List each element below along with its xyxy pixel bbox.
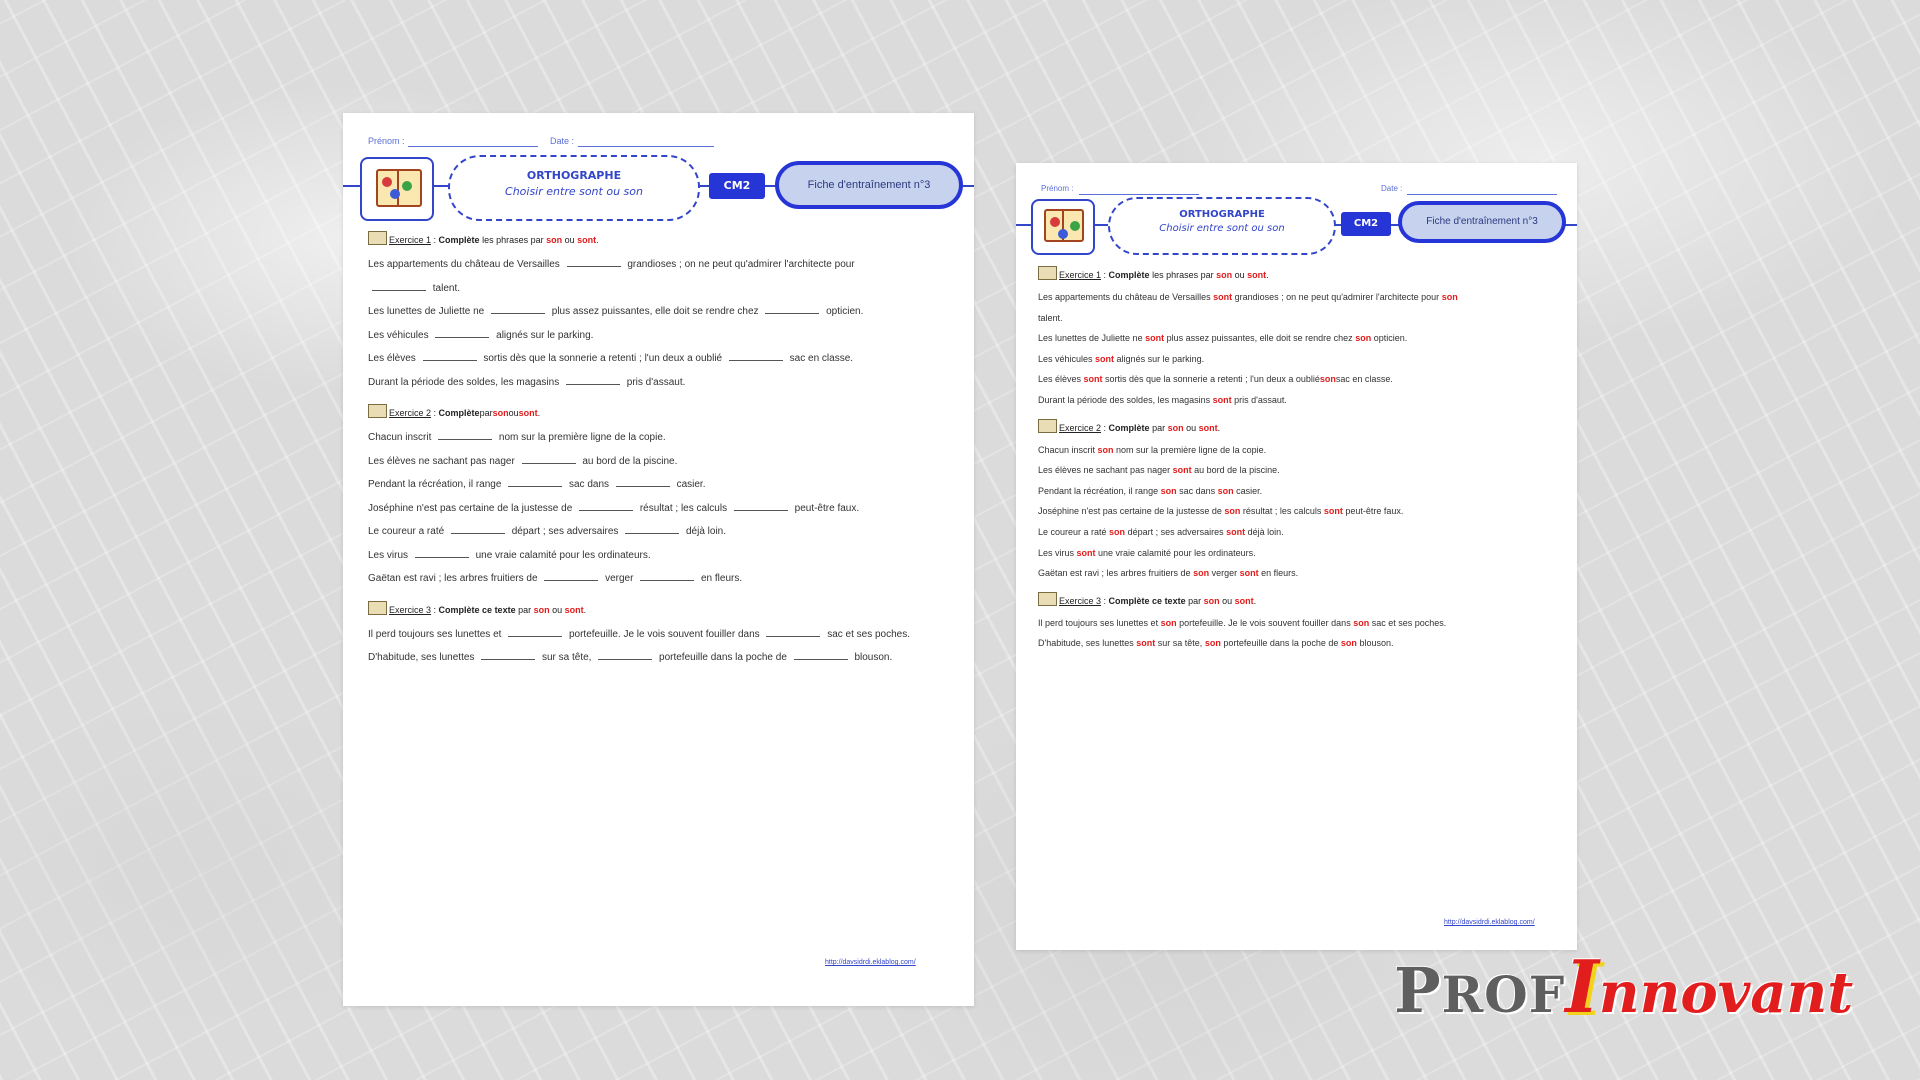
instruction-part: Complète: [438, 235, 480, 245]
line-text: grandioses ; on ne peut qu'admirer l'architecte pour: [1232, 292, 1442, 302]
exercise-line: [1038, 308, 1557, 329]
line-text: Chacun inscrit: [1038, 444, 1098, 455]
answer-blank[interactable]: [491, 307, 545, 314]
exercise-line: [1038, 369, 1557, 390]
line-text: déjà loin.: [1245, 526, 1284, 537]
exercise-line: [368, 544, 949, 568]
line-text: Les élèves: [1038, 374, 1084, 385]
line-text: Les élèves ne sachant pas nager: [1038, 465, 1173, 476]
level-badge: CM2: [709, 173, 765, 199]
line-text: nom sur la première ligne de la copie.: [496, 432, 666, 443]
line-text: Il perd toujours ses lunettes et: [368, 628, 505, 640]
answer-word: sont: [1212, 394, 1232, 405]
exercise-title: [1038, 419, 1557, 440]
line-text: Les élèves ne sachant pas nager: [368, 455, 518, 467]
exercise-icon: [368, 231, 387, 245]
line-text: Les véhicules: [1038, 353, 1096, 364]
subject-subtitle: Choisir entre sont ou son: [505, 185, 643, 198]
answer-blank[interactable]: [729, 354, 783, 361]
answer-blank[interactable]: [567, 260, 621, 267]
exercise-title: [368, 231, 949, 253]
answer-blank[interactable]: [616, 480, 670, 487]
answer-word: sont: [1095, 353, 1115, 364]
line-text: portefeuille. Je le vois souvent fouiller dans: [566, 628, 763, 640]
line-text: plus assez puissantes, elle doit se rendre chez: [548, 306, 762, 317]
identity-line: [368, 136, 949, 150]
line-text: une vraie calamité pour les ordinateurs.: [1095, 547, 1256, 558]
answer-blank[interactable]: [579, 504, 633, 511]
line-text: Les véhicules: [368, 329, 432, 341]
exercise-icon: [1038, 419, 1057, 433]
exercise-title: [368, 601, 949, 623]
instruction-part: sont: [1198, 422, 1218, 433]
answer-blank[interactable]: [508, 630, 562, 637]
instruction-part: ou: [549, 604, 565, 615]
answer-blank[interactable]: [451, 527, 505, 534]
line-text: sac dans: [566, 479, 612, 490]
worksheet-banner: [1016, 197, 1577, 255]
line-text: portefeuille. Je le vois souvent fouiller dans: [1176, 617, 1354, 628]
line-text: Pendant la récréation, il range: [1038, 485, 1161, 496]
instruction-part: par: [1185, 595, 1204, 606]
date-label: Date :: [550, 136, 575, 146]
line-text: sur sa tête,: [1155, 638, 1205, 649]
answer-word: son: [1319, 374, 1336, 385]
answer-blank[interactable]: [734, 504, 788, 511]
line-text: résultat ; les calculs: [1240, 506, 1324, 517]
answer-blank[interactable]: [508, 480, 562, 487]
instruction-part: Complète: [438, 408, 480, 418]
fiche-pill: Fiche d'entraînement n°3: [1398, 201, 1566, 243]
instruction-part: son: [533, 604, 550, 615]
line-text: plus assez puissantes, elle doit se rendre chez: [1164, 333, 1356, 344]
exercise-line: [368, 371, 949, 395]
instruction-part: .: [537, 408, 541, 418]
instruction-part: .: [1253, 595, 1257, 606]
exercise-sep: :: [1101, 422, 1109, 433]
answer-blank[interactable]: [766, 630, 820, 637]
line-text: en fleurs.: [698, 573, 743, 584]
exercise-line: [368, 277, 949, 301]
line-text: talent.: [1038, 312, 1063, 323]
instruction-part: Complète: [1108, 422, 1150, 433]
answer-blank[interactable]: [765, 307, 819, 314]
answer-word: son: [1217, 485, 1234, 496]
instruction-part: ou: [508, 408, 519, 418]
date-label: Date :: [1381, 184, 1403, 193]
exercise-line: [368, 450, 949, 474]
line-text: peut-être faux.: [1342, 506, 1404, 517]
exercise-label: Exercice 3: [1059, 595, 1102, 606]
exercise-label: Exercice 3: [389, 604, 432, 615]
line-text: nom sur la première ligne de la copie.: [1113, 444, 1267, 455]
exercise-line: [368, 623, 949, 647]
line-text: Le coureur a raté: [368, 526, 447, 537]
answer-word: sont: [1145, 333, 1165, 344]
exercise-icon: [1038, 592, 1057, 606]
line-text: casier.: [673, 479, 706, 490]
line-text: Durant la période des soldes, les magasins: [368, 376, 562, 388]
line-text: alignés sur le parking.: [1114, 353, 1205, 364]
line-text: sac et ses poches.: [1369, 617, 1447, 628]
line-text: blouson.: [1356, 638, 1394, 649]
exercise-label: Exercice 2: [1059, 422, 1102, 433]
line-text: Gaëtan est ravi ; les arbres fruitiers de: [1038, 568, 1194, 579]
instruction-part: Complète: [1108, 270, 1150, 280]
answer-word: sont: [1076, 547, 1096, 558]
exercise-block: [368, 404, 949, 591]
answer-blank[interactable]: [372, 284, 426, 291]
logo-i: I: [1565, 944, 1599, 1029]
date-underline: [1407, 194, 1557, 195]
line-text: grandioses ; on ne peut qu'admirer l'architecte pour: [624, 259, 855, 270]
exercise-sep: :: [431, 235, 439, 245]
answer-word: son: [1441, 292, 1458, 302]
prenom-underline: [1079, 194, 1199, 195]
instruction-part: par: [479, 408, 493, 418]
line-text: Les virus: [368, 549, 411, 561]
answer-word: son: [1160, 617, 1177, 628]
exercise-line: [368, 646, 949, 670]
instruction-part: sont: [564, 604, 584, 615]
exercise-line: [1038, 522, 1557, 543]
answer-word: son: [1193, 568, 1210, 579]
prenom-label: Prénom :: [368, 136, 405, 146]
instruction-part: par: [1149, 422, 1168, 433]
profinnovant-logo: [1394, 944, 1854, 1029]
exercise-line: [1038, 349, 1557, 370]
exercise-sep: :: [1101, 595, 1109, 606]
instruction-part: .: [583, 604, 587, 615]
instruction-part: .: [596, 235, 599, 245]
logo-prof: PROF: [1394, 954, 1566, 1027]
answer-word: son: [1160, 485, 1177, 496]
instruction-part: sont: [1247, 270, 1267, 280]
answer-word: sont: [1239, 568, 1259, 579]
exercise-label: Exercice 2: [389, 408, 432, 418]
instruction-part: les phrases par: [1149, 270, 1217, 280]
answer-word: son: [1097, 444, 1114, 455]
exercise-block: [368, 231, 949, 394]
instruction-part: son: [1203, 595, 1220, 606]
book-icon: [360, 157, 434, 221]
instruction-part: son: [1167, 422, 1184, 433]
instruction-part: .: [1266, 270, 1269, 280]
line-text: blouson.: [851, 652, 893, 663]
line-text: au bord de la piscine.: [1191, 465, 1280, 476]
exercise-line: [1038, 633, 1557, 654]
answer-word: sont: [1136, 638, 1156, 649]
line-text: sur sa tête,: [539, 652, 595, 663]
answer-word: sont: [1323, 506, 1343, 517]
instruction-part: .: [1217, 422, 1221, 433]
subject-bubble: [1108, 197, 1336, 255]
answer-word: son: [1355, 333, 1372, 344]
instruction-part: ou: [1232, 270, 1248, 280]
instruction-part: son: [546, 235, 563, 245]
answer-word: sont: [1172, 465, 1192, 476]
exercises-blank: [368, 231, 949, 670]
instruction-part: ou: [1183, 422, 1199, 433]
answer-word: son: [1340, 638, 1357, 649]
instruction-part: Complète ce texte: [438, 604, 516, 615]
fiche-pill: Fiche d'entraînement n°3: [775, 161, 963, 209]
line-text: verger: [1209, 568, 1240, 579]
exercise-line: [368, 473, 949, 497]
book-icon: [1031, 199, 1095, 255]
exercise-title: [368, 404, 949, 426]
answer-word: son: [1224, 506, 1241, 517]
answer-word: son: [1109, 526, 1126, 537]
line-text: Gaëtan est ravi ; les arbres fruitiers de: [368, 573, 541, 584]
prenom-underline: [408, 146, 538, 147]
line-text: en fleurs.: [1258, 568, 1299, 579]
answer-blank[interactable]: [640, 574, 694, 581]
instruction-part: son: [1216, 270, 1233, 280]
exercise-line: [368, 347, 949, 371]
exercise-line: [1038, 460, 1557, 481]
exercise-line: [1038, 563, 1557, 584]
exercise-block: [368, 601, 949, 670]
subject-subtitle: Choisir entre sont ou son: [1159, 223, 1285, 234]
worksheet-corrected: [1016, 163, 1577, 950]
line-text: pris d'assaut.: [624, 376, 686, 388]
answer-blank[interactable]: [423, 354, 477, 361]
line-text: Les lunettes de Juliette ne: [1038, 333, 1146, 344]
line-text: Joséphine n'est pas certaine de la justesse de: [1038, 506, 1225, 517]
line-text: opticien.: [823, 306, 864, 317]
exercise-icon: [368, 404, 387, 418]
line-text: Joséphine n'est pas certaine de la justesse de: [368, 502, 576, 514]
line-text: Durant la période des soldes, les magasins: [1038, 394, 1213, 405]
exercise-line: [1038, 501, 1557, 522]
instruction-part: son: [492, 408, 509, 418]
line-text: Les lunettes de Juliette ne: [368, 306, 487, 317]
line-text: sortis dès que la sonnerie a retenti ; l'un deux a oublié: [480, 353, 725, 364]
line-text: sac en classe.: [1335, 374, 1393, 385]
line-text: opticien.: [1371, 333, 1408, 344]
answer-blank[interactable]: [625, 527, 679, 534]
line-text: Les appartements du château de Versailles: [368, 259, 563, 270]
line-text: Il perd toujours ses lunettes et: [1038, 617, 1161, 628]
logo-nnovant: nnovant: [1598, 960, 1854, 1026]
level-badge: CM2: [1341, 212, 1391, 236]
subject-title: ORTHOGRAPHE: [526, 169, 622, 182]
answer-blank[interactable]: [481, 653, 535, 660]
exercise-sep: :: [1101, 270, 1109, 280]
exercise-line: [368, 324, 949, 348]
line-text: alignés sur le parking.: [493, 329, 594, 341]
exercise-line: [368, 253, 949, 277]
worksheet-blank: [343, 113, 974, 1006]
line-text: sac dans: [1176, 485, 1218, 496]
line-text: déjà loin.: [683, 526, 727, 537]
line-text: talent.: [430, 282, 461, 294]
answer-word: son: [1204, 638, 1221, 649]
answer-blank[interactable]: [438, 433, 492, 440]
footer-link[interactable]: http://davsidrdi.eklablog.com/: [825, 959, 916, 966]
worksheet-banner: [343, 153, 974, 219]
answer-word: sont: [1213, 292, 1233, 302]
instruction-part: sont: [518, 408, 538, 418]
answer-blank[interactable]: [566, 378, 620, 385]
instruction-part: par: [515, 604, 534, 615]
prenom-label: Prénom :: [1041, 184, 1074, 193]
exercise-title: [1038, 592, 1557, 613]
exercise-sep: :: [431, 604, 439, 615]
answer-blank[interactable]: [522, 457, 576, 464]
line-text: peut-être faux.: [791, 502, 860, 514]
exercise-block: [1038, 592, 1557, 654]
exercise-label: Exercice 1: [1059, 270, 1102, 280]
exercise-line: [368, 567, 949, 591]
line-text: Le coureur a raté: [1038, 526, 1110, 537]
line-text: au bord de la piscine.: [579, 455, 678, 467]
exercise-line: [368, 426, 949, 450]
line-text: une vraie calamité pour les ordinateurs.: [472, 549, 651, 561]
exercise-line: [1038, 390, 1557, 411]
answer-word: sont: [1083, 374, 1103, 385]
answer-word: son: [1353, 617, 1370, 628]
identity-line: [1041, 184, 1552, 198]
line-text: sortis dès que la sonnerie a retenti ; l'un deux a oublié: [1102, 374, 1320, 385]
subject-bubble: [448, 155, 700, 221]
exercise-line: [1038, 328, 1557, 349]
line-text: Pendant la récréation, il range: [368, 479, 505, 490]
exercise-line: [1038, 287, 1557, 308]
subject-title: ORTHOGRAPHE: [1179, 209, 1265, 220]
line-text: départ ; ses adversaires: [508, 526, 622, 537]
line-text: sac en classe.: [786, 353, 854, 364]
instruction-part: sont: [1234, 595, 1254, 606]
instruction-part: sont: [577, 235, 597, 245]
exercise-line: [1038, 481, 1557, 502]
answer-blank[interactable]: [544, 574, 598, 581]
line-text: Chacun inscrit: [368, 432, 435, 443]
answer-blank[interactable]: [435, 331, 489, 338]
exercise-sep: :: [431, 408, 439, 418]
line-text: départ ; ses adversaires: [1125, 526, 1227, 537]
line-text: sac et ses poches.: [824, 628, 911, 640]
instruction-part: les phrases par: [479, 235, 547, 245]
footer-link[interactable]: http://davsidrdi.eklablog.com/: [1444, 919, 1535, 926]
instruction-part: Complète ce texte: [1108, 595, 1186, 606]
line-text: Les virus: [1038, 547, 1077, 558]
line-text: portefeuille dans la poche de: [1220, 638, 1341, 649]
exercise-block: [1038, 266, 1557, 411]
exercise-line: [1038, 440, 1557, 461]
exercise-line: [368, 520, 949, 544]
line-text: D'habitude, ses lunettes: [368, 652, 478, 663]
line-text: Les appartements du château de Versailles: [1038, 292, 1214, 302]
line-text: résultat ; les calculs: [637, 502, 730, 514]
answer-blank[interactable]: [598, 653, 652, 660]
answer-blank[interactable]: [415, 551, 469, 558]
exercise-label: Exercice 1: [389, 235, 432, 245]
line-text: D'habitude, ses lunettes: [1038, 638, 1137, 649]
line-text: pris d'assaut.: [1231, 394, 1287, 405]
exercise-title: [1038, 266, 1557, 287]
line-text: casier.: [1233, 485, 1263, 496]
exercise-icon: [368, 601, 387, 615]
exercises-corrected: [1038, 266, 1557, 654]
instruction-part: ou: [1219, 595, 1235, 606]
exercise-line: [368, 300, 949, 324]
line-text: Les élèves: [368, 353, 419, 364]
line-text: verger: [602, 573, 637, 584]
exercise-line: [1038, 613, 1557, 634]
exercise-icon: [1038, 266, 1057, 280]
line-text: portefeuille dans la poche de: [656, 652, 790, 663]
answer-word: sont: [1226, 526, 1246, 537]
date-underline: [578, 146, 714, 147]
exercise-line: [1038, 543, 1557, 564]
answer-blank[interactable]: [794, 653, 848, 660]
instruction-part: ou: [562, 235, 578, 245]
exercise-block: [1038, 419, 1557, 584]
exercise-line: [368, 497, 949, 521]
